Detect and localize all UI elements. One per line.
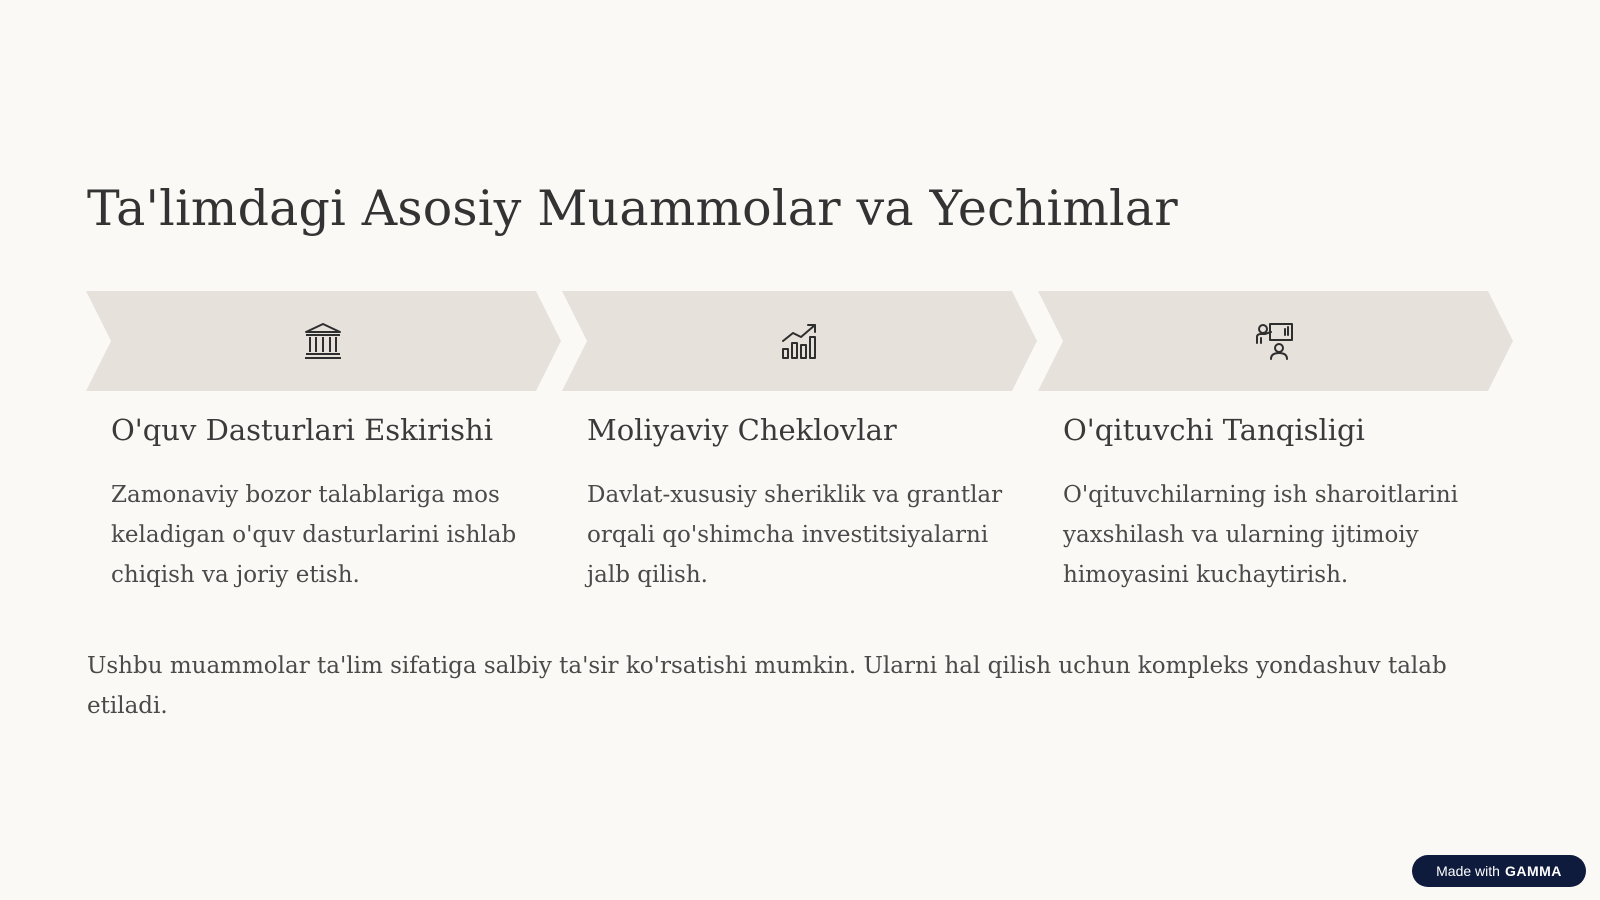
step-1-description: Zamonaviy bozor talablariga mos keladigan o'quv dasturlarini ishlab chiqish va joriy etish. (111, 482, 517, 588)
summary-text: Ushbu muammolar ta'lim sifatiga salbiy ta'sir ko'rsatishi mumkin. Ularni hal qilish uchun kompleks yondashuv talab etiladi. (87, 653, 1447, 719)
step-3-description: O'qituvchilarning ish sharoitlarini yaxshilash va ularning ijtimoiy himoyasini kuchaytirish. (1063, 482, 1459, 588)
step-3 (1038, 291, 1513, 611)
teacher-presentation-icon (1255, 321, 1295, 361)
step-2-title: Moliyaviy Cheklovlar (587, 413, 897, 447)
step-2-description: Davlat-xususiy sheriklik va grantlar orqali qo'shimcha investitsiyalarni jalb qilish. (587, 482, 1003, 588)
institution-icon (303, 321, 343, 361)
steps-row (86, 291, 1516, 611)
step-3-title: O'qituvchi Tanqisligi (1063, 413, 1365, 447)
step-1-title: O'quv Dasturlari Eskirishi (111, 413, 493, 447)
slide-title: Ta'limdagi Asosiy Muammolar va Yechimlar (87, 180, 1178, 237)
badge-prefix: Made with (1436, 863, 1500, 879)
made-with-gamma-badge[interactable] (1412, 855, 1586, 887)
step-1 (86, 291, 561, 611)
step-2 (562, 291, 1037, 611)
growth-chart-icon (779, 321, 819, 361)
gamma-logo: GAMMA (1504, 863, 1562, 879)
